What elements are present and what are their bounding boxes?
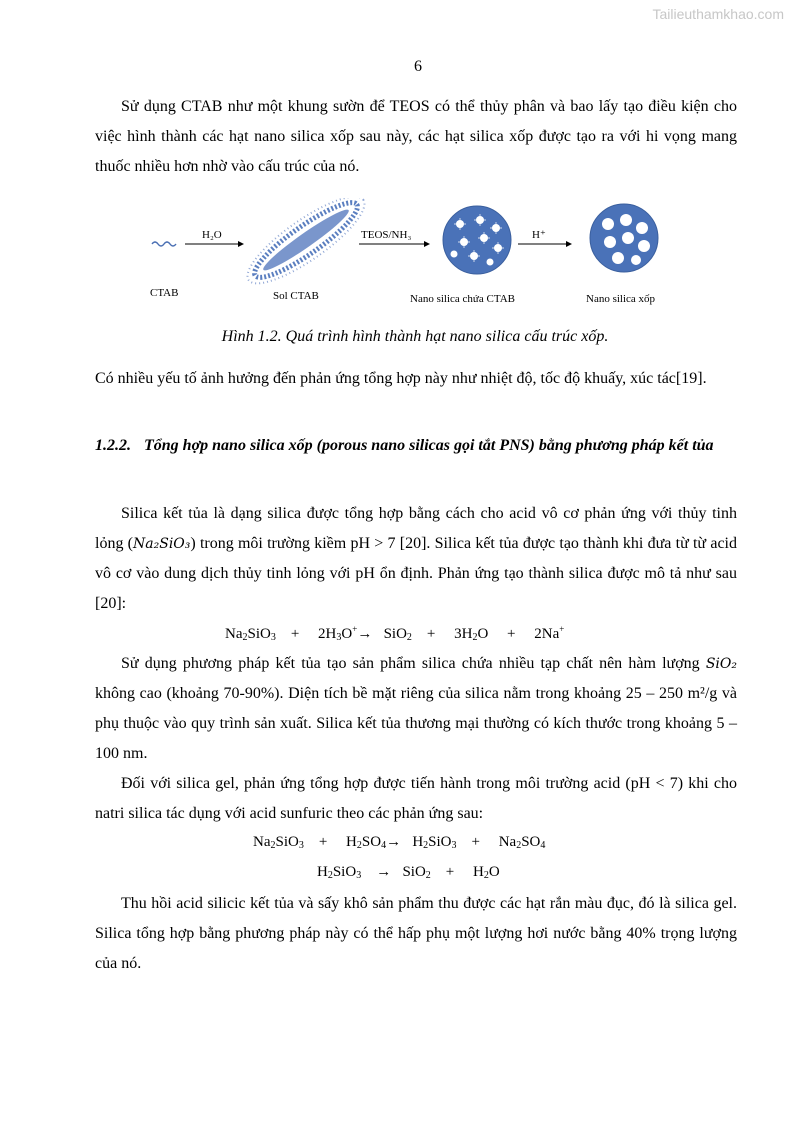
paragraph-recovery: Thu hồi acid silicic kết tủa và sấy khô sản phẩm thu được các hạt rắn màu đục, đó là silica gel. Silica tổng hợp bằng phương pháp này có thể hấp phụ một lượng hơi nước bằng 40% trọng lượng của nó. [95, 895, 737, 972]
paragraph-silica-gel: Đối với silica gel, phản ứng tổng hợp được tiến hành trong môi trường acid (pH < 7) khi cho natri silica tác dụng với acid sunfuric theo các phản ứng sau: [95, 775, 737, 822]
figure-nano-silica-process [140, 198, 680, 310]
nano-silica-ctab-particle-icon [443, 206, 511, 274]
arrow-label-h-plus: H⁺ [532, 229, 546, 241]
section-number: 1.2.2. [95, 437, 131, 454]
paragraph-method-impurities [95, 649, 737, 769]
figure-caption: Hình 1.2. Quá trình hình thành hạt nano silica cấu trúc xốp. [221, 328, 609, 345]
label-sol-ctab: Sol CTAB [273, 290, 319, 302]
paragraph-precipitated-silica [95, 499, 737, 619]
paragraph-text-a: Sử dụng phương pháp kết tủa tạo sản phẩm silica chứa nhiều tạp chất nên hàm lượng [121, 655, 706, 672]
section-heading [95, 431, 737, 461]
equation-precipitation: $Na_2SiO_3$ + $2H_3O^+\to SiO_2$ + $3H_2O$ + 2Na+ [225, 624, 565, 643]
section-title: Tổng hợp nano silica xốp (porous nano silicas gọi tắt PNS) bằng phương pháp kết tủa [144, 437, 714, 454]
porous-nano-silica-particle-icon [590, 204, 658, 272]
label-nano-silica-ctab: Nano silica chứa CTAB [410, 293, 515, 305]
label-ctab: CTAB [150, 287, 179, 299]
page-number: 6 [414, 58, 422, 75]
watermark: Tailieuthamkhao.com [652, 6, 784, 22]
ctab-molecule-icon [152, 242, 176, 246]
paragraph-text-b: không cao (khoảng 70-90%). Diện tích bề mặt riêng của silica nằm trong khoảng 25 – 250 m²/g và phụ thuộc vào quy trình sản xuất. Silica kết tủa thương mại thường có kích thước trong khoảng 5 – 100 nm. [95, 685, 737, 762]
formula-sio2: SiO₂ [705, 656, 737, 672]
paragraph-text-b: ) trong môi trường kiềm pH > 7 [20]. Silica kết tủa được tạo thành khi đưa từ từ acid vô cơ vào dung dịch thủy tinh lỏng với pH ổn định. Phản ứng tạo thành silica được mô tả như sau [20]: [95, 535, 737, 612]
paragraph-text-a: Silica kết tủa là dạng silica được tổng hợp bằng cách cho acid vô cơ phản ứng với thủy tinh lỏng ( [95, 505, 737, 552]
equation-silica-gel-2: $H_2SiO_3$ → SiO$_2$ + $H_2O$ [317, 864, 500, 881]
label-nano-silica-porous: Nano silica xốp [586, 293, 656, 305]
sol-ctab-micelle-icon [237, 198, 375, 297]
paragraph-ctab-template: Sử dụng CTAB như một khung sườn để TEOS có thể thủy phân và bao lấy tạo điều kiện cho việc hình thành các hạt nano silica xốp sau này, các hạt silica xốp được tạo ra với hi vọng mang thuốc nhiều hơn nhờ vào cấu trúc của nó. [95, 98, 737, 175]
equation-silica-gel-1: $Na_2SiO_3$ + $H_2SO_4\to H_2SiO_3$ + $Na_2SO_4$ [253, 834, 546, 851]
formula-na2sio3: Na₂SiO₃ [133, 536, 191, 552]
paragraph-factors: Có nhiều yếu tố ảnh hưởng đến phản ứng tổng hợp này như nhiệt độ, tốc độ khuấy, xúc tác[19]. [95, 370, 707, 387]
arrow-label-teos: TEOS/NH₃ [361, 229, 412, 241]
arrow-label-h2o: H₂O [202, 229, 222, 241]
